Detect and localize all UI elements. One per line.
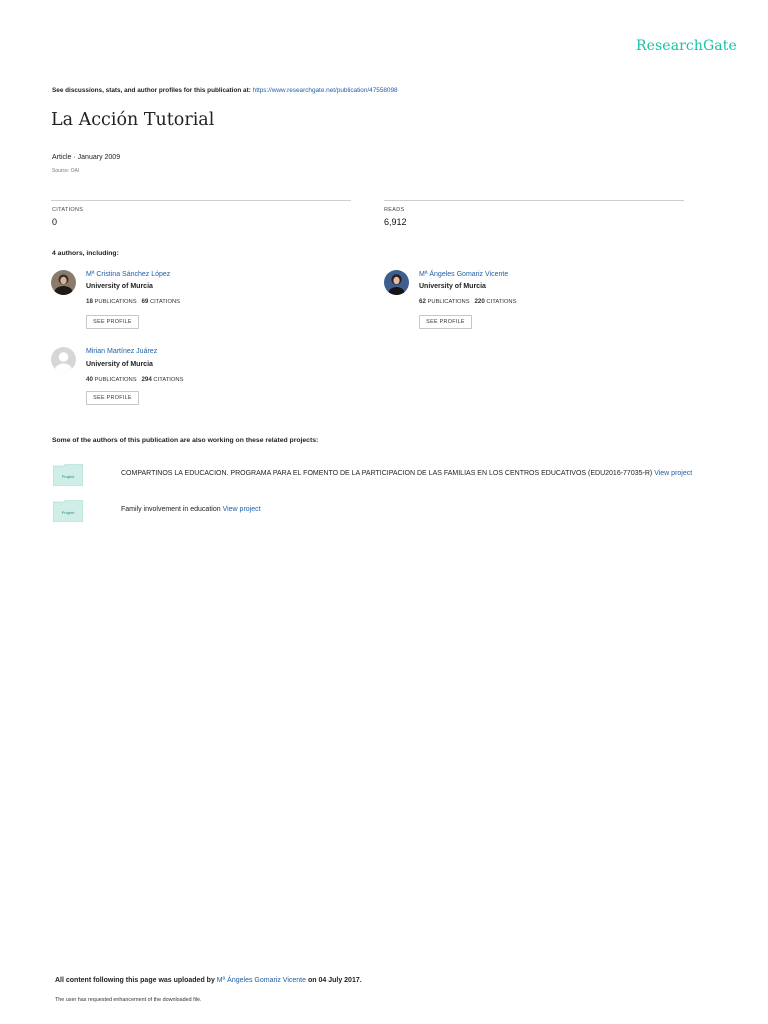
author-photo-icon[interactable] xyxy=(384,270,409,295)
uploader-link[interactable]: Mª Ángeles Gomariz Vicente xyxy=(216,977,307,984)
project-folder-icon[interactable] xyxy=(53,500,83,522)
see-profile-button[interactable]: SEE PROFILE xyxy=(419,315,472,329)
citations-label: CITATIONS xyxy=(486,299,517,305)
default-avatar-icon[interactable] xyxy=(51,347,76,372)
author-card xyxy=(51,270,76,295)
view-project-link[interactable]: View project xyxy=(222,506,261,513)
discussion-line xyxy=(52,87,398,94)
see-profile-button[interactable]: SEE PROFILE xyxy=(86,391,139,405)
project-icon-label: Project xyxy=(61,474,75,479)
see-profile-button[interactable]: SEE PROFILE xyxy=(86,315,139,329)
project-folder-icon[interactable] xyxy=(53,464,83,486)
researchgate-logo[interactable]: ResearchGate xyxy=(636,38,737,54)
publications-label: PUBLICATIONS xyxy=(94,299,137,305)
citations-label: CITATIONS xyxy=(153,377,184,383)
author-stats xyxy=(86,376,183,383)
publication-source: Source: OAI xyxy=(52,168,80,174)
publication-url-link[interactable]: https://www.researchgate.net/publication/47558098 xyxy=(252,87,398,94)
upload-suffix: . xyxy=(359,977,362,984)
citations-count: 220 xyxy=(474,298,485,305)
project-item xyxy=(53,464,83,491)
related-projects-heading: Some of the authors of this publication are also working on these related projects: xyxy=(52,437,319,444)
upload-date: 04 July 2017 xyxy=(318,977,360,984)
publications-count: 40 xyxy=(86,376,93,383)
author-photo-icon[interactable] xyxy=(51,270,76,295)
article-type-date: Article · January 2009 xyxy=(52,154,121,161)
project-line xyxy=(121,506,261,513)
project-line xyxy=(121,470,692,477)
author-card xyxy=(51,347,76,372)
download-note: The user has requested enhancement of the downloaded file. xyxy=(55,997,202,1003)
upload-prefix: All content following this page was uploaded by xyxy=(55,977,217,984)
project-title: COMPARTINOS LA EDUCACION. PROGRAMA PARA EL FOMENTO DE LA PARTICIPACION DE LAS FAMILIAS EN LOS CENTROS EDUCATIVOS (EDU2016-77035-R) xyxy=(121,470,653,477)
publication-title: La Acción Tutorial xyxy=(51,110,215,130)
publications-count: 18 xyxy=(86,298,93,305)
citations-count: 69 xyxy=(141,298,149,305)
upload-info xyxy=(55,977,362,984)
author-name-link[interactable]: Mirian Martínez Juárez xyxy=(86,348,158,355)
authors-heading: 4 authors, including: xyxy=(52,250,119,257)
reads-label: READS xyxy=(384,207,405,213)
publications-label: PUBLICATIONS xyxy=(94,377,137,383)
author-card xyxy=(384,270,409,295)
author-institution: University of Murcia xyxy=(86,283,153,290)
citations-count: 294 xyxy=(141,376,152,383)
project-icon-label: Project xyxy=(61,510,75,515)
author-stats xyxy=(419,298,516,305)
author-name-link[interactable]: Mª Ángeles Gomariz Vicente xyxy=(419,271,509,278)
view-project-link[interactable]: View project xyxy=(654,470,693,477)
publications-count: 62 xyxy=(419,298,426,305)
citations-value: 0 xyxy=(52,217,58,227)
citations-divider xyxy=(51,200,351,201)
project-title: Family involvement in education xyxy=(121,506,221,513)
discussion-prefix: See discussions, stats, and author profiles for this publication at: xyxy=(52,87,253,94)
author-institution: University of Murcia xyxy=(86,361,153,368)
reads-value: 6,912 xyxy=(384,217,407,227)
author-name-link[interactable]: Mª Cristina Sánchez López xyxy=(86,271,171,278)
citations-label: CITATIONS xyxy=(52,207,84,213)
upload-middle: on xyxy=(306,977,319,984)
project-item xyxy=(53,500,83,527)
author-stats xyxy=(86,298,180,305)
publications-label: PUBLICATIONS xyxy=(427,299,470,305)
reads-divider xyxy=(384,200,684,201)
author-institution: University of Murcia xyxy=(419,283,486,290)
citations-label: CITATIONS xyxy=(149,299,181,305)
